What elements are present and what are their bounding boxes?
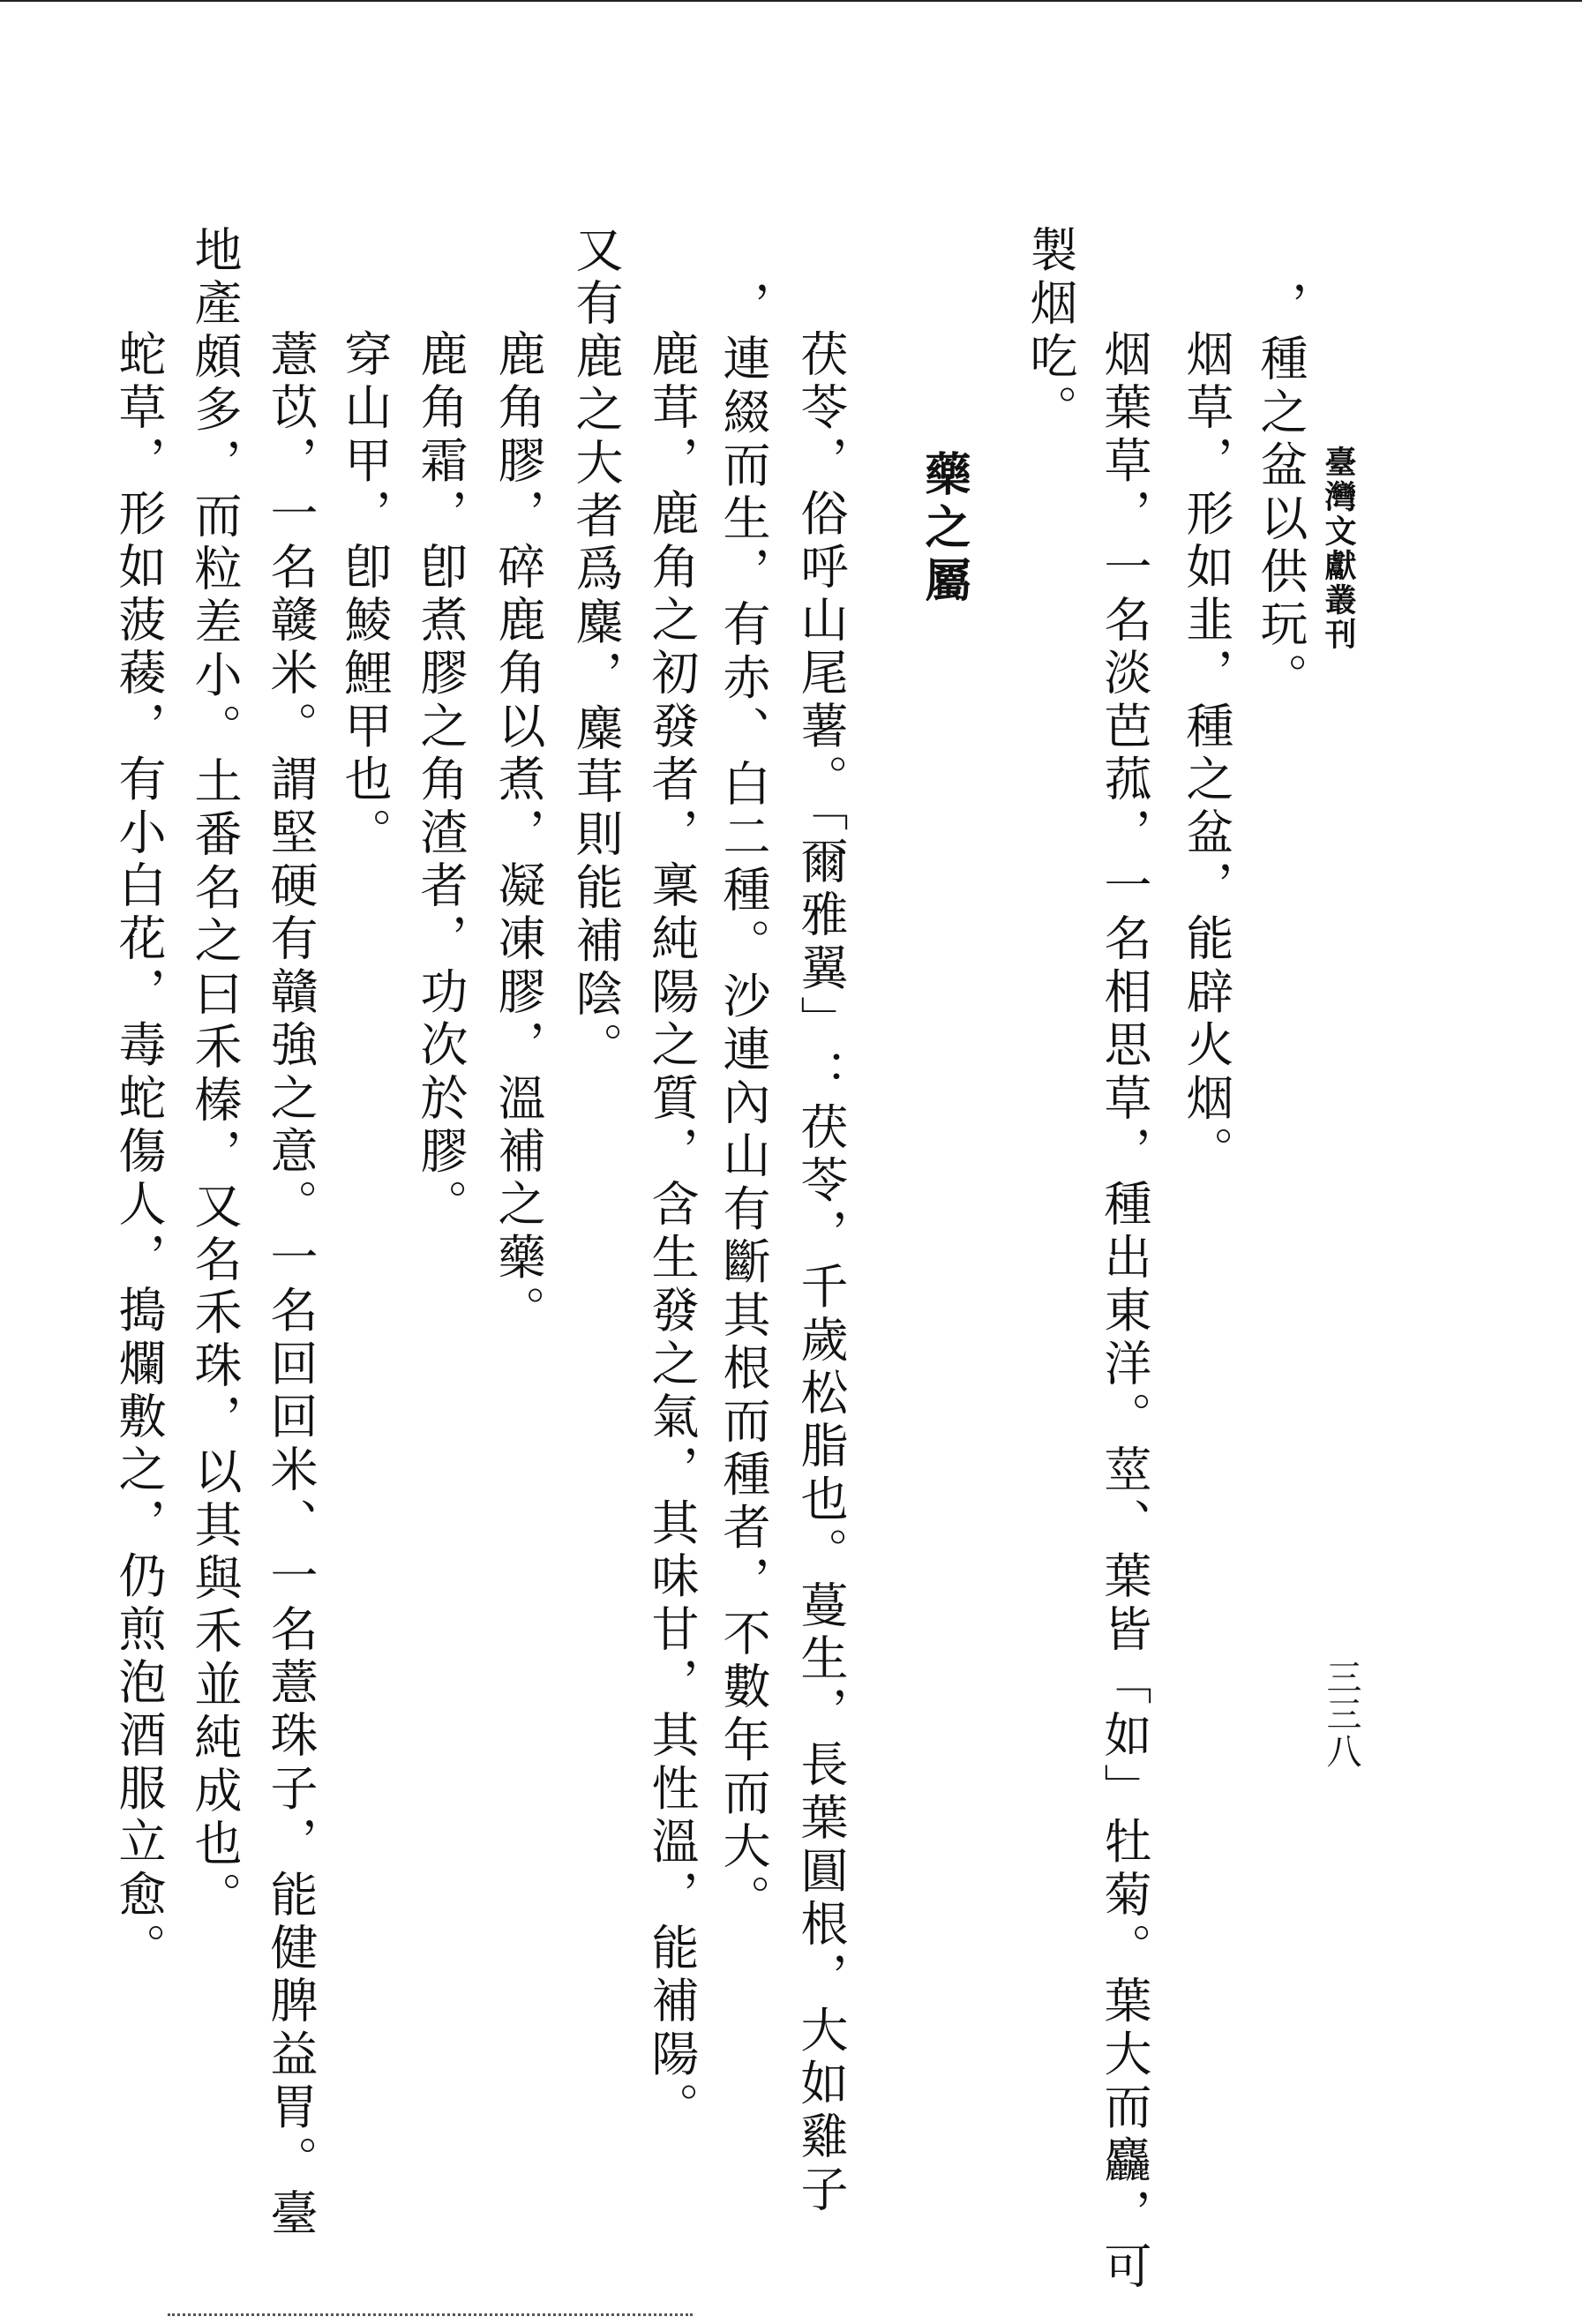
section-heading: 藥之屬 xyxy=(917,450,971,609)
text-column-5: 茯苓，俗呼山尾薯。「爾雅翼」：茯苓，千歲松脂也。蔓生，長葉圓根，大如雞子 xyxy=(793,329,849,2218)
text-column-11: 穿山甲，卽鯪鯉甲也。 xyxy=(337,329,393,860)
text-column-6: ，連綴而生，有赤、白二種。沙連內山有斷其根而種者，不數年而大。 xyxy=(716,281,771,1928)
text-column-3: 烟葉草，一名淡芭菰，一名相思草，種出東洋。莖、葉皆「如」牡菊。葉大而麤，可 xyxy=(1097,329,1152,2295)
top-rule xyxy=(0,0,1582,2)
text-column-4: 製烟吃。 xyxy=(1023,225,1078,438)
text-column-7: 鹿茸，鹿角之初發者，稟純陽之質，含生發之氣，其味甘，其性溫，能補陽。 xyxy=(644,329,700,2135)
text-column-12: 薏苡，一名竷米。謂堅硬有贛強之意。一名回回米、一名薏珠子，能健脾益胃。臺 xyxy=(263,329,319,2242)
text-column-9: 鹿角膠，碎鹿角以煮，凝凍膠，溫補之藥。 xyxy=(491,329,546,1338)
running-header-title: 臺灣文獻叢刊 xyxy=(1320,446,1357,652)
page-number: 三三八 xyxy=(1321,1659,1361,1770)
bottom-scan-rule xyxy=(168,2313,693,2319)
text-column-14: 蛇草，形如菠薐，有小白花，毒蛇傷人，搗爛敷之，仍煎泡酒服立愈。 xyxy=(111,329,167,1976)
text-column-13: 地產頗多，而粒差小。土番名之曰禾榛，又名禾珠，以其與禾並純成也。 xyxy=(187,225,243,1925)
text-column-2: 烟草，形如韭，種之盆，能辟火烟。 xyxy=(1179,329,1234,1180)
text-column-1: ，種之盆以供玩。 xyxy=(1253,281,1308,706)
text-column-8: 又有鹿之大者爲麋，麋茸則能補陰。 xyxy=(568,225,624,1076)
text-column-10: 鹿角霜，卽煮膠之角渣者，功次於膠。 xyxy=(413,329,469,1233)
